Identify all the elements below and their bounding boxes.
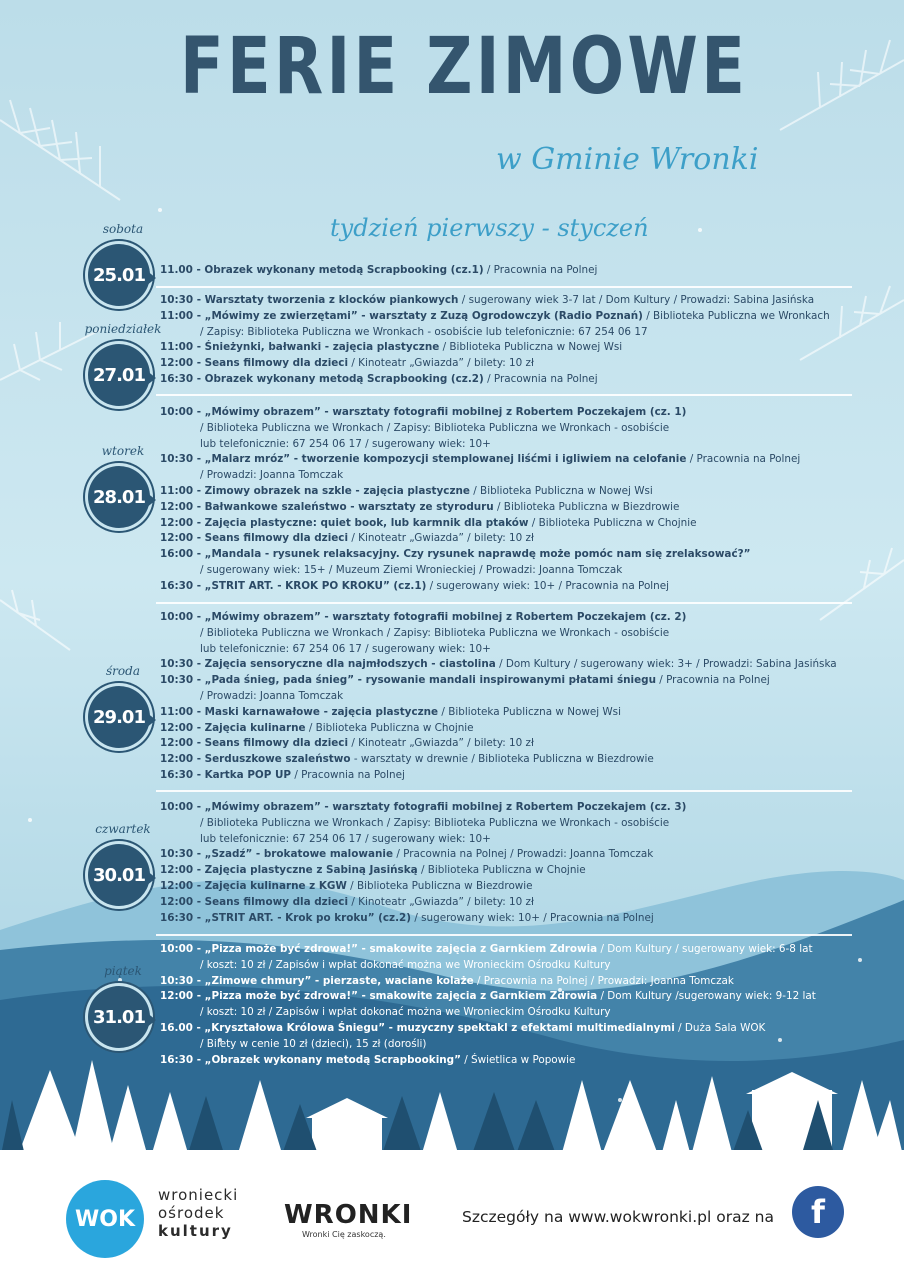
event-details: / Zapisy: Biblioteka Publiczna we Wronkach - osobiście lub telefonicznie: 67 254 06 17 [200, 325, 648, 338]
badge-pointer [146, 492, 156, 508]
event-line [160, 293, 860, 309]
event-details: / sugerowany wiek 3-7 lat / Dom Kultury / Prowadzi: Sabina Jasińska [458, 294, 815, 306]
event-details: / Biblioteka Publiczna w Nowej Wsi [469, 484, 653, 497]
event-title: 16:00 - „Mandala - rysunek relaksacyjny. Czy rysunek naprawdę może pomóc nam się zrelaksować?” [160, 548, 751, 561]
event-line [160, 689, 860, 705]
day-badge [84, 222, 164, 312]
event-details: / Biblioteka Publiczna w Nowej Wsi [438, 705, 621, 718]
event-line [160, 372, 860, 388]
event-details: / Pracownia na Polnej [655, 674, 770, 687]
event-line [160, 626, 860, 642]
event-line [160, 309, 860, 325]
separator [156, 934, 852, 936]
event-line [160, 816, 860, 832]
separator [156, 790, 852, 792]
event-details: / Dom Kultury / sugerowany wiek: 6-8 lat [597, 943, 813, 955]
event-line [160, 847, 860, 863]
event-line [160, 547, 860, 563]
day-name: środa [106, 664, 140, 678]
event-title: 12:00 - Zajęcia kulinarne z KGW [160, 879, 347, 892]
event-title: 16:30 - „STRIT ART. - KROK PO KROKU” (cz.1) [160, 579, 427, 592]
event-details: / sugerowany wiek: 10+ / Pracownia na Polnej [426, 579, 670, 592]
event-line [160, 356, 860, 372]
event-line [160, 1037, 860, 1053]
event-title: 12:00 - Seans filmowy dla dzieci [160, 895, 349, 908]
page-subtitle: w Gminie Wronki [496, 142, 759, 177]
event-title: 12:00 - Bałwankowe szaleństwo - warsztaty ze styroduru [160, 500, 494, 513]
badge-pointer [146, 1012, 156, 1028]
event-title: 11:00 - Śnieżynki, bałwanki - zajęcia plastyczne [160, 341, 440, 354]
event-title: 12:00 - Seans filmowy dla dzieci [160, 532, 349, 545]
event-line [160, 705, 860, 721]
event-line [160, 610, 860, 626]
event-line [160, 1053, 860, 1069]
wok-name-line: kultury [158, 1222, 233, 1240]
event-line [160, 421, 860, 437]
day-date: 25.01 [88, 244, 150, 306]
schedule-day-1 [160, 293, 860, 388]
event-details: / Bilety w cenie 10 zł (dzieci), 15 zł (dorośli) [200, 1037, 427, 1050]
event-details: / Kinoteatr „Gwiazda” / bilety: 10 zł [348, 532, 534, 545]
event-title: 11:00 - „Mówimy ze zwierzętami” - warsztaty z Zuzą Ogrodowczyk (Radio Poznań) [160, 309, 643, 322]
day-name: poniedziałek [84, 322, 162, 336]
event-line [160, 484, 860, 500]
event-details: / Świetlica w Popowie [460, 1053, 576, 1066]
details-link-text[interactable]: Szczegóły na www.wokwronki.pl oraz na [462, 1208, 774, 1226]
day-date: 31.01 [88, 986, 150, 1048]
wok-name [158, 1186, 238, 1240]
event-details: / Biblioteka Publiczna we Wronkach / Zapisy: Biblioteka Publiczna we Wronkach - osobiście [200, 421, 670, 434]
event-title: 10:30 - „Zimowe chmury” - pierzaste, waciane kolaże [160, 974, 474, 987]
day-date: 29.01 [88, 686, 150, 748]
day-date: 30.01 [88, 844, 150, 906]
event-line [160, 452, 860, 468]
event-line [160, 563, 860, 579]
badge-pointer [146, 870, 156, 886]
event-title: 11.00 - Obrazek wykonany metodą Scrapbooking (cz.1) [160, 264, 484, 276]
wronki-tagline: Wronki Cię zaskoczą. [302, 1230, 386, 1239]
event-title: 12:00 - Zajęcia kulinarne [160, 721, 306, 734]
event-details: / Pracownia na Polnej [291, 768, 405, 781]
event-title: 12:00 - Zajęcia plastyczne z Sabiną Jasińską [160, 864, 418, 877]
event-title: 12:00 - „Pizza może być zdrowa!” - smakowite zajęcia z Garnkiem Zdrowia [160, 990, 598, 1003]
event-line [160, 1005, 860, 1021]
event-details: / Biblioteka Publiczna w Chojnie [305, 721, 474, 734]
event-title: 12:00 - Seans filmowy dla dzieci [160, 737, 349, 750]
event-line [160, 340, 860, 356]
schedule-day-5 [160, 942, 860, 1068]
event-line [160, 657, 860, 673]
event-details: / Kinoteatr „Gwiazda” / bilety: 10 zł [348, 737, 534, 750]
event-line [160, 721, 860, 737]
event-details: lub telefonicznie: 67 254 06 17 / sugerowany wiek: 10+ [200, 832, 491, 845]
day-name: piątek [104, 964, 142, 978]
event-title: 16:30 - Obrazek wykonany metodą Scrapbooking (cz.2) [160, 372, 484, 385]
event-title: 12:00 - Zajęcia plastyczne: quiet book, lub karmnik dla ptaków [160, 516, 529, 529]
event-details: / Biblioteka Publiczna w Biezdrowie [346, 879, 533, 892]
event-line [160, 736, 860, 752]
day-name: czwartek [95, 822, 151, 836]
event-title: 11:00 - Zimowy obrazek na szkle - zajęcia plastyczne [160, 484, 470, 497]
event-details: / Biblioteka Publiczna w Chojnie [528, 516, 697, 529]
event-title: 12:00 - Seans filmowy dla dzieci [160, 357, 349, 370]
event-details: / Dom Kultury / sugerowany wiek: 3+ / Prowadzi: Sabina Jasińska [495, 658, 837, 671]
event-line [160, 768, 860, 784]
event-line [160, 325, 860, 341]
event-title: 11:00 - Maski karnawałowe - zajęcia plastyczne [160, 705, 439, 718]
facebook-icon[interactable]: f [792, 1186, 844, 1238]
event-title: 16:30 - Kartka POP UP [160, 768, 292, 781]
event-line [160, 437, 860, 453]
event-title: 10:30 - „Szadź” - brokatowe malowanie [160, 848, 394, 861]
event-details: / Prowadzi: Joanna Tomczak [200, 469, 344, 482]
event-line [160, 958, 860, 974]
event-line [160, 911, 860, 927]
event-title: 10:30 - Zajęcia sensoryczne dla najmłodszych - ciastolina [160, 658, 496, 671]
week-heading: tydzień pierwszy - styczeń [330, 214, 649, 242]
schedule-day-2 [160, 405, 860, 595]
day-date: 27.01 [88, 344, 150, 406]
event-details: / Biblioteka Publiczna we Wronkach / Zapisy: Biblioteka Publiczna we Wronkach - osobiście [200, 816, 670, 829]
event-title: 10:00 - „Mówimy obrazem” - warsztaty fotografii mobilnej z Robertem Poczekajem (cz. 2) [160, 611, 687, 623]
event-details: / Pracownia na Polnej [483, 372, 598, 385]
separator [156, 394, 852, 396]
event-line [160, 942, 860, 958]
event-title: 16:30 - „Obrazek wykonany metodą Scrapbooking” [160, 1053, 461, 1066]
event-details: / Biblioteka Publiczna we Wronkach / Zapisy: Biblioteka Publiczna we Wronkach - osobiście [200, 626, 670, 639]
event-details: / Kinoteatr „Gwiazda” / bilety: 10 zł [348, 357, 534, 370]
event-line [160, 500, 860, 516]
schedule-day-0 [160, 263, 860, 279]
event-title: 10:00 - „Mówimy obrazem” - warsztaty fotografii mobilnej z Robertem Poczekajem (cz. 1) [160, 406, 687, 418]
event-line [160, 974, 860, 990]
event-details: / Pracownia na Polnej / Prowadzi: Joanna Tomczak [393, 848, 654, 861]
event-details: lub telefonicznie: 67 254 06 17 / sugerowany wiek: 10+ [200, 437, 491, 450]
event-line [160, 989, 860, 1005]
day-name: sobota [102, 222, 144, 236]
event-line [160, 642, 860, 658]
badge-pointer [146, 370, 156, 386]
event-line [160, 752, 860, 768]
badge-pointer [146, 270, 156, 286]
event-details: / Pracownia na Polnej / Prowadzi: Joanna Tomczak [473, 974, 734, 987]
event-details: / Biblioteka Publiczna w Chojnie [417, 864, 586, 877]
event-line [160, 516, 860, 532]
schedule-day-4 [160, 800, 860, 926]
event-line [160, 468, 860, 484]
event-title: 10:30 - „Pada śnieg, pada śnieg” - rysowanie mandali inspirowanymi płatami śniegu [160, 674, 656, 687]
day-badge [84, 322, 164, 412]
event-title: 16.00 - „Kryształowa Królowa Śniegu” - muzyczny spektakl z efektami multimedialnymi [160, 1021, 675, 1034]
event-details: / Kinoteatr „Gwiazda” / bilety: 10 zł [348, 895, 534, 908]
event-details: / koszt: 10 zł / Zapisów i wpłat dokonać można we Wronieckim Ośrodku Kultury [200, 958, 611, 971]
event-details: / sugerowany wiek: 15+ / Muzeum Ziemi Wronieckiej / Prowadzi: Joanna Tomczak [200, 563, 623, 576]
event-line [160, 263, 860, 279]
day-badge [84, 822, 164, 912]
event-title: 12:00 - Serduszkowe szaleństwo [160, 753, 351, 766]
event-title: 16:30 - „STRIT ART. - Krok po kroku” (cz.2) [160, 911, 412, 924]
day-name: wtorek [101, 444, 145, 458]
event-title: 10:00 - „Pizza może być zdrowa!” - smakowite zajęcia z Garnkiem Zdrowia [160, 943, 598, 955]
event-details: lub telefonicznie: 67 254 06 17 / sugerowany wiek: 10+ [200, 642, 491, 655]
day-badge [84, 444, 164, 534]
event-line [160, 800, 860, 816]
separator [156, 286, 852, 288]
event-line [160, 895, 860, 911]
event-details: / Prowadzi: Joanna Tomczak [200, 689, 344, 702]
page-title: FERIE ZIMOWE [180, 22, 749, 112]
schedule-day-3 [160, 610, 860, 784]
event-title: 10:00 - „Mówimy obrazem” - warsztaty fotografii mobilnej z Robertem Poczekajem (cz. 3) [160, 801, 687, 813]
event-details: - warsztaty w drewnie / Biblioteka Publiczna w Biezdrowie [350, 753, 654, 766]
wok-logo[interactable]: WOK [66, 1180, 144, 1258]
event-details: / Biblioteka Publiczna w Biezdrowie [493, 500, 680, 513]
event-details: / koszt: 10 zł / Zapisów i wpłat dokonać można we Wronieckim Ośrodku Kultury [200, 1006, 611, 1019]
event-title: 10:30 - Warsztaty tworzenia z klocków piankowych [160, 294, 459, 306]
event-line [160, 673, 860, 689]
day-badge [84, 964, 164, 1054]
wok-name-line: ośrodek [158, 1204, 225, 1222]
event-line [160, 531, 860, 547]
event-details: / Duża Sala WOK [674, 1021, 766, 1034]
event-details: / sugerowany wiek: 10+ / Pracownia na Polnej [411, 911, 654, 924]
event-details: / Biblioteka Publiczna we Wronkach [642, 309, 830, 322]
badge-pointer [146, 712, 156, 728]
day-badge [84, 664, 164, 754]
event-details: / Pracownia na Polnej [483, 264, 598, 276]
wronki-logo[interactable]: WRONKI [284, 1200, 413, 1230]
day-date: 28.01 [88, 466, 150, 528]
event-title: 10:30 - „Malarz mróz” - tworzenie kompozycji stemplowanej liśćmi i igliwiem na celofanie [160, 453, 687, 466]
event-line [160, 405, 860, 421]
event-line [160, 863, 860, 879]
separator [156, 602, 852, 604]
wok-name-line: wroniecki [158, 1186, 239, 1204]
event-line [160, 832, 860, 848]
event-line [160, 879, 860, 895]
event-details: / Pracownia na Polnej [686, 453, 801, 466]
event-details: / Dom Kultury /sugerowany wiek: 9-12 lat [597, 990, 816, 1003]
event-line [160, 579, 860, 595]
event-line [160, 1021, 860, 1037]
event-details: / Biblioteka Publiczna w Nowej Wsi [439, 341, 623, 354]
